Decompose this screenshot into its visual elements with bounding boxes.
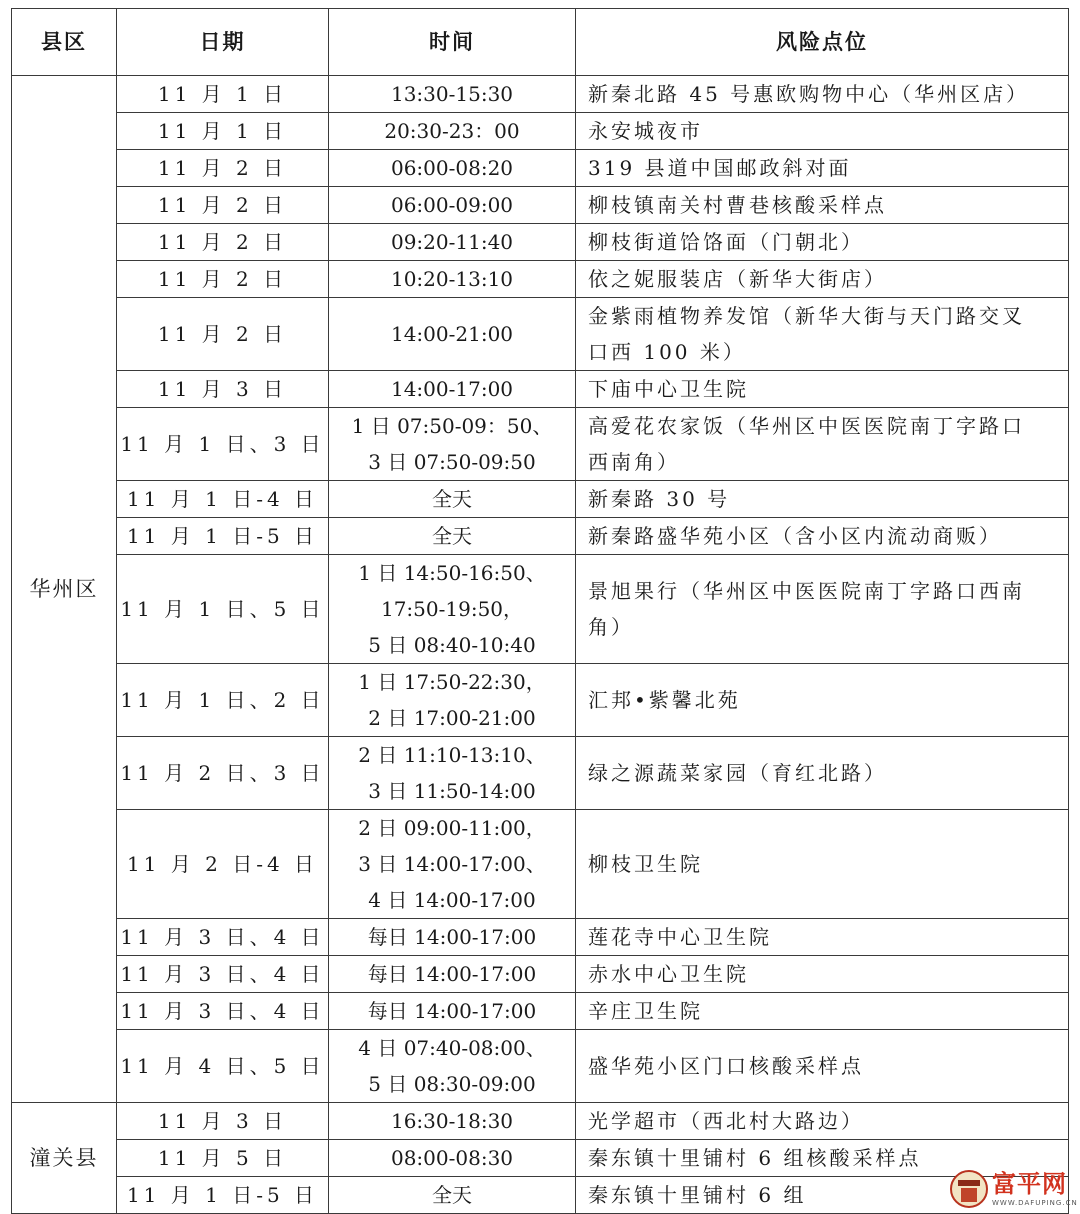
time-line: 4 日 07:40-08:00、 <box>358 1036 546 1060</box>
table-row <box>12 555 1069 664</box>
location-cell <box>576 810 1069 919</box>
location-cell <box>576 956 1069 993</box>
date-cell: 11 月 1 日、2 日 <box>117 664 329 737</box>
location-line: 新秦路盛华苑小区（含小区内流动商贩） <box>588 524 1002 548</box>
date-cell: 11 月 1 日-5 日 <box>117 1177 329 1214</box>
tower-icon <box>950 1170 988 1208</box>
location-line: 莲花寺中心卫生院 <box>588 925 772 949</box>
location-line: 光学超市（西北村大路边） <box>588 1109 864 1133</box>
table-row <box>12 993 1069 1030</box>
table-row <box>12 518 1069 555</box>
time-line: 17:50-19:50， <box>380 597 524 621</box>
header-county: 县区 <box>12 9 117 76</box>
table-row <box>12 664 1069 737</box>
time-line: 3 日 14:00-17:00、 <box>358 852 546 876</box>
location-line: 景旭果行（华州区中医医院南丁字路口西南 <box>588 579 1025 603</box>
header-time: 时间 <box>329 9 576 76</box>
date-cell: 11 月 3 日、4 日 <box>117 919 329 956</box>
date-cell: 11 月 2 日、3 日 <box>117 737 329 810</box>
date-cell: 11 月 3 日 <box>117 371 329 408</box>
date-cell: 11 月 2 日 <box>117 298 329 371</box>
time-cell <box>329 76 576 113</box>
location-line: 高爱花农家饭（华州区中医医院南丁字路口 <box>588 414 1025 438</box>
time-cell <box>329 1030 576 1103</box>
table-row <box>12 224 1069 261</box>
date-cell: 11 月 1 日、3 日 <box>117 408 329 481</box>
time-cell <box>329 737 576 810</box>
time-cell <box>329 187 576 224</box>
location-line: 口西 100 米） <box>588 340 746 364</box>
location-line: 辛庄卫生院 <box>588 999 703 1023</box>
location-line: 盛华苑小区门口核酸采样点 <box>588 1054 864 1078</box>
location-cell <box>576 224 1069 261</box>
header-date: 日期 <box>117 9 329 76</box>
table-row <box>12 1140 1069 1177</box>
time-line: 14:00-21:00 <box>390 322 514 346</box>
time-cell <box>329 298 576 371</box>
time-line: 06:00-09:00 <box>390 193 514 217</box>
date-cell: 11 月 2 日 <box>117 261 329 298</box>
time-cell <box>329 810 576 919</box>
date-cell: 11 月 3 日、4 日 <box>117 993 329 1030</box>
table-row <box>12 298 1069 371</box>
time-line: 每日 14:00-17:00 <box>367 999 537 1023</box>
location-cell <box>576 261 1069 298</box>
table-row <box>12 919 1069 956</box>
location-line: 秦东镇十里铺村 6 组 <box>588 1183 807 1207</box>
table-row <box>12 810 1069 919</box>
location-cell <box>576 664 1069 737</box>
time-line: 1 日 17:50-22:30， <box>358 670 546 694</box>
location-cell <box>576 187 1069 224</box>
location-cell <box>576 150 1069 187</box>
risk-locations-table <box>11 8 1069 1214</box>
table-row <box>12 187 1069 224</box>
time-cell <box>329 993 576 1030</box>
date-cell: 11 月 3 日 <box>117 1103 329 1140</box>
location-line: 下庙中心卫生院 <box>588 377 749 401</box>
watermark-name: 富平网 <box>992 1170 1067 1198</box>
location-line: 柳枝街道饸饹面（门朝北） <box>588 230 864 254</box>
location-line: 柳枝卫生院 <box>588 852 703 876</box>
time-line: 全天 <box>432 487 472 511</box>
time-line: 09:20-11:40 <box>390 230 514 254</box>
table-row <box>12 371 1069 408</box>
time-line: 4 日 14:00-17:00 <box>368 888 536 912</box>
table-row <box>12 150 1069 187</box>
location-line: 永安城夜市 <box>588 119 703 143</box>
date-cell: 11 月 2 日 <box>117 224 329 261</box>
table-row <box>12 737 1069 810</box>
time-cell <box>329 150 576 187</box>
time-cell <box>329 1177 576 1214</box>
time-line: 06:00-08:20 <box>390 156 514 180</box>
table-row <box>12 1103 1069 1140</box>
time-line: 5 日 08:40-10:40 <box>368 633 536 657</box>
time-line: 2 日 11:10-13:10、 <box>358 743 546 767</box>
time-cell <box>329 224 576 261</box>
location-cell <box>576 408 1069 481</box>
time-line: 2 日 17:00-21:00 <box>368 706 536 730</box>
location-cell <box>576 1103 1069 1140</box>
date-cell: 11 月 2 日-4 日 <box>117 810 329 919</box>
time-cell <box>329 481 576 518</box>
table-row <box>12 76 1069 113</box>
time-cell <box>329 518 576 555</box>
time-line: 全天 <box>432 524 472 548</box>
date-cell: 11 月 1 日-4 日 <box>117 481 329 518</box>
location-cell <box>576 1030 1069 1103</box>
location-cell <box>576 76 1069 113</box>
date-cell: 11 月 5 日 <box>117 1140 329 1177</box>
date-cell: 11 月 4 日、5 日 <box>117 1030 329 1103</box>
time-cell <box>329 555 576 664</box>
time-line: 14:00-17:00 <box>390 377 514 401</box>
time-cell <box>329 371 576 408</box>
table-row <box>12 956 1069 993</box>
header-location: 风险点位 <box>576 9 1069 76</box>
location-line: 赤水中心卫生院 <box>588 962 749 986</box>
date-cell: 11 月 2 日 <box>117 150 329 187</box>
location-cell <box>576 555 1069 664</box>
table-row <box>12 1177 1069 1214</box>
time-cell <box>329 919 576 956</box>
site-watermark <box>950 1170 1078 1210</box>
county-cell: 潼关县 <box>12 1103 117 1214</box>
location-line: 汇邦•紫馨北苑 <box>588 688 741 712</box>
location-cell <box>576 737 1069 810</box>
table-row <box>12 113 1069 150</box>
time-cell <box>329 664 576 737</box>
time-cell <box>329 261 576 298</box>
time-line: 3 日 11:50-14:00 <box>368 779 536 803</box>
table-row <box>12 1030 1069 1103</box>
location-line: 新秦北路 45 号惠欧购物中心（华州区店） <box>588 82 1030 106</box>
date-cell: 11 月 1 日 <box>117 76 329 113</box>
time-line: 每日 14:00-17:00 <box>367 925 537 949</box>
header-row <box>12 9 1069 76</box>
location-line: 319 县道中国邮政斜对面 <box>588 156 852 180</box>
table-row <box>12 408 1069 481</box>
time-line: 16:30-18:30 <box>390 1109 514 1133</box>
time-line: 每日 14:00-17:00 <box>367 962 537 986</box>
date-cell: 11 月 3 日、4 日 <box>117 956 329 993</box>
time-line: 08:00-08:30 <box>390 1146 514 1170</box>
watermark-url: WWW.DAFUPING.CN <box>992 1199 1078 1207</box>
time-line: 全天 <box>432 1183 472 1207</box>
date-cell: 11 月 1 日 <box>117 113 329 150</box>
time-line: 10:20-13:10 <box>390 267 514 291</box>
time-line: 2 日 09:00-11:00， <box>358 816 546 840</box>
location-line: 依之妮服装店（新华大街店） <box>588 267 887 291</box>
location-cell <box>576 919 1069 956</box>
location-cell <box>576 518 1069 555</box>
time-line: 5 日 08:30-09:00 <box>368 1072 536 1096</box>
location-cell <box>576 371 1069 408</box>
location-cell <box>576 113 1069 150</box>
time-line: 1 日 07:50-09：50、 <box>351 414 553 438</box>
location-cell <box>576 993 1069 1030</box>
location-line: 秦东镇十里铺村 6 组核酸采样点 <box>588 1146 922 1170</box>
location-line: 角） <box>588 615 634 639</box>
table-row <box>12 481 1069 518</box>
location-cell <box>576 298 1069 371</box>
time-line: 1 日 14:50-16:50、 <box>358 561 546 585</box>
time-cell <box>329 956 576 993</box>
time-line: 13:30-15:30 <box>390 82 514 106</box>
time-line: 3 日 07:50-09:50 <box>368 450 536 474</box>
time-cell <box>329 113 576 150</box>
location-line: 金紫雨植物养发馆（新华大街与天门路交叉 <box>588 304 1025 328</box>
location-cell <box>576 481 1069 518</box>
time-cell <box>329 408 576 481</box>
county-cell: 华州区 <box>12 76 117 1103</box>
location-line: 绿之源蔬菜家园（育红北路） <box>588 761 887 785</box>
location-line: 柳枝镇南关村曹巷核酸采样点 <box>588 193 887 217</box>
time-cell <box>329 1140 576 1177</box>
time-cell <box>329 1103 576 1140</box>
time-line: 20:30-23：00 <box>384 119 520 143</box>
date-cell: 11 月 1 日-5 日 <box>117 518 329 555</box>
table-row <box>12 261 1069 298</box>
date-cell: 11 月 1 日、5 日 <box>117 555 329 664</box>
table-body <box>12 76 1069 1214</box>
location-line: 西南角） <box>588 450 680 474</box>
date-cell: 11 月 2 日 <box>117 187 329 224</box>
location-line: 新秦路 30 号 <box>588 487 731 511</box>
